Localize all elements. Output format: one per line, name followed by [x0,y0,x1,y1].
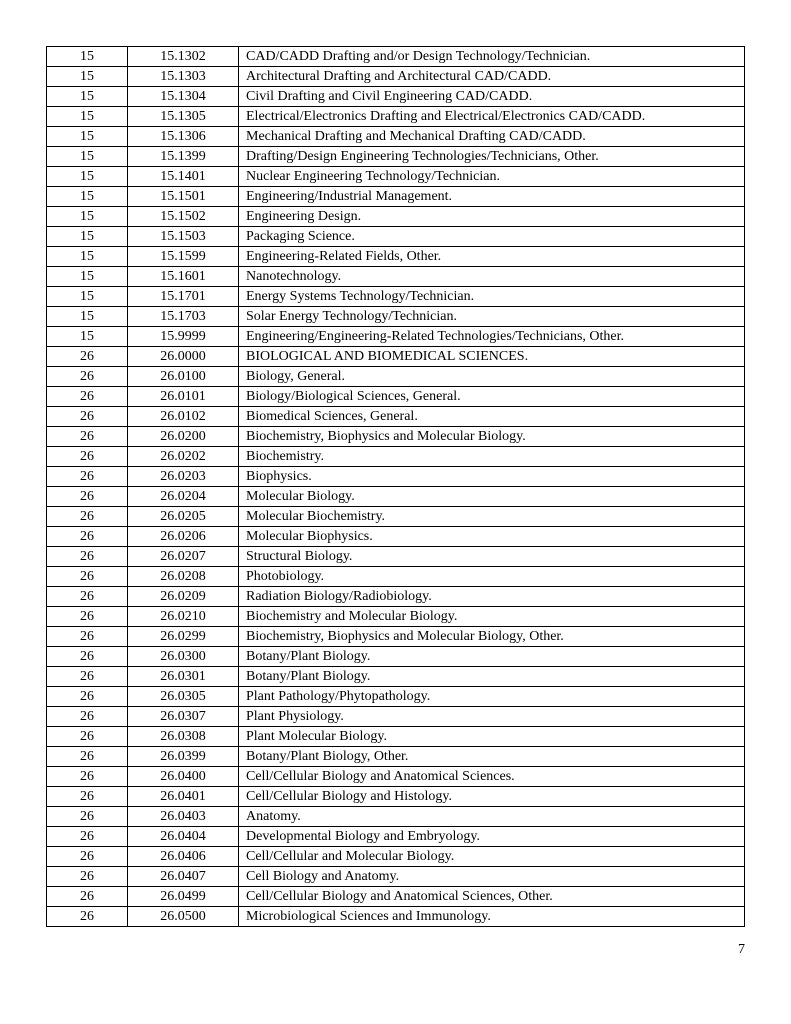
cip-code-cell: 15.1501 [128,187,239,207]
table-row [47,587,745,607]
cip-code-cell: 26.0403 [128,807,239,827]
program-title-cell: Engineering Design. [239,207,745,227]
program-title-cell: Engineering/Engineering-Related Technologies/Technicians, Other. [239,327,745,347]
table-row [47,427,745,447]
program-title-cell: Cell/Cellular Biology and Anatomical Sciences, Other. [239,887,745,907]
program-title-cell: Biochemistry. [239,447,745,467]
cip-code-cell: 15.1701 [128,287,239,307]
series-cell: 15 [47,287,128,307]
table-row [47,47,745,67]
series-cell: 26 [47,427,128,447]
table-row [47,907,745,927]
series-cell: 26 [47,487,128,507]
program-title-cell: Architectural Drafting and Architectural CAD/CADD. [239,67,745,87]
table-row [47,547,745,567]
cip-code-cell: 15.1601 [128,267,239,287]
program-title-cell: Biomedical Sciences, General. [239,407,745,427]
table-row [47,447,745,467]
program-title-cell: Structural Biology. [239,547,745,567]
program-title-cell: Plant Pathology/Phytopathology. [239,687,745,707]
table-row [47,827,745,847]
table-row [47,87,745,107]
series-cell: 26 [47,787,128,807]
program-title-cell: Biochemistry and Molecular Biology. [239,607,745,627]
program-title-cell: Anatomy. [239,807,745,827]
series-cell: 26 [47,347,128,367]
program-title-cell: Cell/Cellular Biology and Histology. [239,787,745,807]
table-row [47,507,745,527]
series-cell: 26 [47,387,128,407]
program-title-cell: Mechanical Drafting and Mechanical Drafting CAD/CADD. [239,127,745,147]
table-row [47,847,745,867]
program-title-cell: Biology/Biological Sciences, General. [239,387,745,407]
table-row [47,747,745,767]
series-cell: 26 [47,467,128,487]
table-row [47,347,745,367]
series-cell: 26 [47,747,128,767]
program-title-cell: Cell/Cellular Biology and Anatomical Sciences. [239,767,745,787]
program-title-cell: Molecular Biophysics. [239,527,745,547]
program-title-cell: Botany/Plant Biology, Other. [239,747,745,767]
cip-code-cell: 26.0406 [128,847,239,867]
series-cell: 26 [47,827,128,847]
program-title-cell: Civil Drafting and Civil Engineering CAD/CADD. [239,87,745,107]
cip-code-cell: 26.0206 [128,527,239,547]
cip-code-cell: 15.1502 [128,207,239,227]
series-cell: 26 [47,907,128,927]
table-row [47,127,745,147]
series-cell: 26 [47,667,128,687]
series-cell: 26 [47,847,128,867]
program-title-cell: Biochemistry, Biophysics and Molecular Biology. [239,427,745,447]
table-row [47,767,745,787]
table-row [47,167,745,187]
program-title-cell: Developmental Biology and Embryology. [239,827,745,847]
cip-code-cell: 26.0407 [128,867,239,887]
program-title-cell: Nuclear Engineering Technology/Technician. [239,167,745,187]
series-cell: 26 [47,507,128,527]
series-cell: 15 [47,107,128,127]
series-cell: 26 [47,767,128,787]
series-cell: 15 [47,47,128,67]
table-row [47,327,745,347]
program-title-cell: Botany/Plant Biology. [239,667,745,687]
table-row [47,687,745,707]
program-title-cell: Molecular Biology. [239,487,745,507]
series-cell: 15 [47,207,128,227]
table-row [47,487,745,507]
cip-code-cell: 15.1305 [128,107,239,127]
cip-code-cell: 26.0500 [128,907,239,927]
cip-code-cell: 15.1304 [128,87,239,107]
cip-code-cell: 15.1401 [128,167,239,187]
series-cell: 26 [47,587,128,607]
table-row [47,107,745,127]
series-cell: 26 [47,627,128,647]
cip-code-cell: 15.1503 [128,227,239,247]
series-cell: 26 [47,607,128,627]
program-title-cell: Packaging Science. [239,227,745,247]
program-title-cell: Biology, General. [239,367,745,387]
cip-code-cell: 26.0208 [128,567,239,587]
table-row [47,407,745,427]
program-title-cell: Nanotechnology. [239,267,745,287]
cip-code-cell: 26.0401 [128,787,239,807]
table-row [47,227,745,247]
program-title-cell: Engineering/Industrial Management. [239,187,745,207]
series-cell: 15 [47,187,128,207]
series-cell: 26 [47,367,128,387]
program-title-cell: Plant Physiology. [239,707,745,727]
table-row [47,727,745,747]
program-title-cell: Cell/Cellular and Molecular Biology. [239,847,745,867]
cip-code-cell: 26.0203 [128,467,239,487]
table-row [47,187,745,207]
table-row [47,607,745,627]
table-row [47,207,745,227]
series-cell: 26 [47,447,128,467]
cip-code-cell: 26.0200 [128,427,239,447]
cip-code-cell: 26.0210 [128,607,239,627]
table-row [47,707,745,727]
table-row [47,627,745,647]
program-title-cell: Solar Energy Technology/Technician. [239,307,745,327]
table-row [47,667,745,687]
cip-code-cell: 26.0499 [128,887,239,907]
cip-code-cell: 15.1302 [128,47,239,67]
series-cell: 26 [47,527,128,547]
program-title-cell: Biochemistry, Biophysics and Molecular Biology, Other. [239,627,745,647]
program-title-cell: Plant Molecular Biology. [239,727,745,747]
table-row [47,867,745,887]
program-title-cell: BIOLOGICAL AND BIOMEDICAL SCIENCES. [239,347,745,367]
table-row [47,387,745,407]
series-cell: 26 [47,867,128,887]
series-cell: 15 [47,167,128,187]
cip-code-cell: 15.1306 [128,127,239,147]
cip-code-cell: 15.1703 [128,307,239,327]
series-cell: 15 [47,267,128,287]
series-cell: 15 [47,307,128,327]
table-row [47,787,745,807]
cip-code-cell: 26.0000 [128,347,239,367]
series-cell: 26 [47,547,128,567]
program-title-cell: Photobiology. [239,567,745,587]
series-cell: 15 [47,127,128,147]
program-title-cell: Biophysics. [239,467,745,487]
table-row [47,467,745,487]
series-cell: 15 [47,227,128,247]
cip-code-cell: 15.9999 [128,327,239,347]
cip-code-cell: 26.0404 [128,827,239,847]
cip-code-cell: 26.0305 [128,687,239,707]
table-row [47,147,745,167]
table-row [47,307,745,327]
table-row [47,567,745,587]
series-cell: 26 [47,687,128,707]
program-title-cell: Microbiological Sciences and Immunology. [239,907,745,927]
cip-code-cell: 26.0102 [128,407,239,427]
series-cell: 15 [47,327,128,347]
program-title-cell: Botany/Plant Biology. [239,647,745,667]
cip-table-body [47,47,745,927]
program-title-cell: Cell Biology and Anatomy. [239,867,745,887]
table-row [47,807,745,827]
program-title-cell: Radiation Biology/Radiobiology. [239,587,745,607]
cip-code-cell: 15.1399 [128,147,239,167]
page-number: 7 [738,942,745,957]
cip-code-cell: 26.0207 [128,547,239,567]
cip-code-cell: 26.0308 [128,727,239,747]
table-row [47,527,745,547]
cip-code-cell: 26.0205 [128,507,239,527]
cip-code-cell: 26.0101 [128,387,239,407]
cip-code-cell: 15.1599 [128,247,239,267]
series-cell: 26 [47,707,128,727]
table-row [47,367,745,387]
table-row [47,887,745,907]
cip-code-cell: 15.1303 [128,67,239,87]
program-title-cell: Drafting/Design Engineering Technologies/Technicians, Other. [239,147,745,167]
series-cell: 26 [47,727,128,747]
series-cell: 26 [47,647,128,667]
series-cell: 26 [47,887,128,907]
table-row [47,647,745,667]
series-cell: 26 [47,407,128,427]
program-title-cell: Molecular Biochemistry. [239,507,745,527]
table-row [47,247,745,267]
program-title-cell: CAD/CADD Drafting and/or Design Technology/Technician. [239,47,745,67]
cip-code-cell: 26.0202 [128,447,239,467]
table-row [47,267,745,287]
series-cell: 15 [47,147,128,167]
program-title-cell: Energy Systems Technology/Technician. [239,287,745,307]
series-cell: 26 [47,567,128,587]
series-cell: 15 [47,247,128,267]
cip-code-cell: 26.0301 [128,667,239,687]
program-title-cell: Electrical/Electronics Drafting and Electrical/Electronics CAD/CADD. [239,107,745,127]
cip-code-cell: 26.0209 [128,587,239,607]
series-cell: 26 [47,807,128,827]
series-cell: 15 [47,67,128,87]
cip-code-cell: 26.0399 [128,747,239,767]
cip-code-cell: 26.0100 [128,367,239,387]
cip-code-table [46,46,745,927]
series-cell: 15 [47,87,128,107]
table-row [47,287,745,307]
cip-code-cell: 26.0300 [128,647,239,667]
cip-code-cell: 26.0400 [128,767,239,787]
cip-code-cell: 26.0307 [128,707,239,727]
table-row [47,67,745,87]
program-title-cell: Engineering-Related Fields, Other. [239,247,745,267]
cip-code-cell: 26.0204 [128,487,239,507]
cip-code-cell: 26.0299 [128,627,239,647]
